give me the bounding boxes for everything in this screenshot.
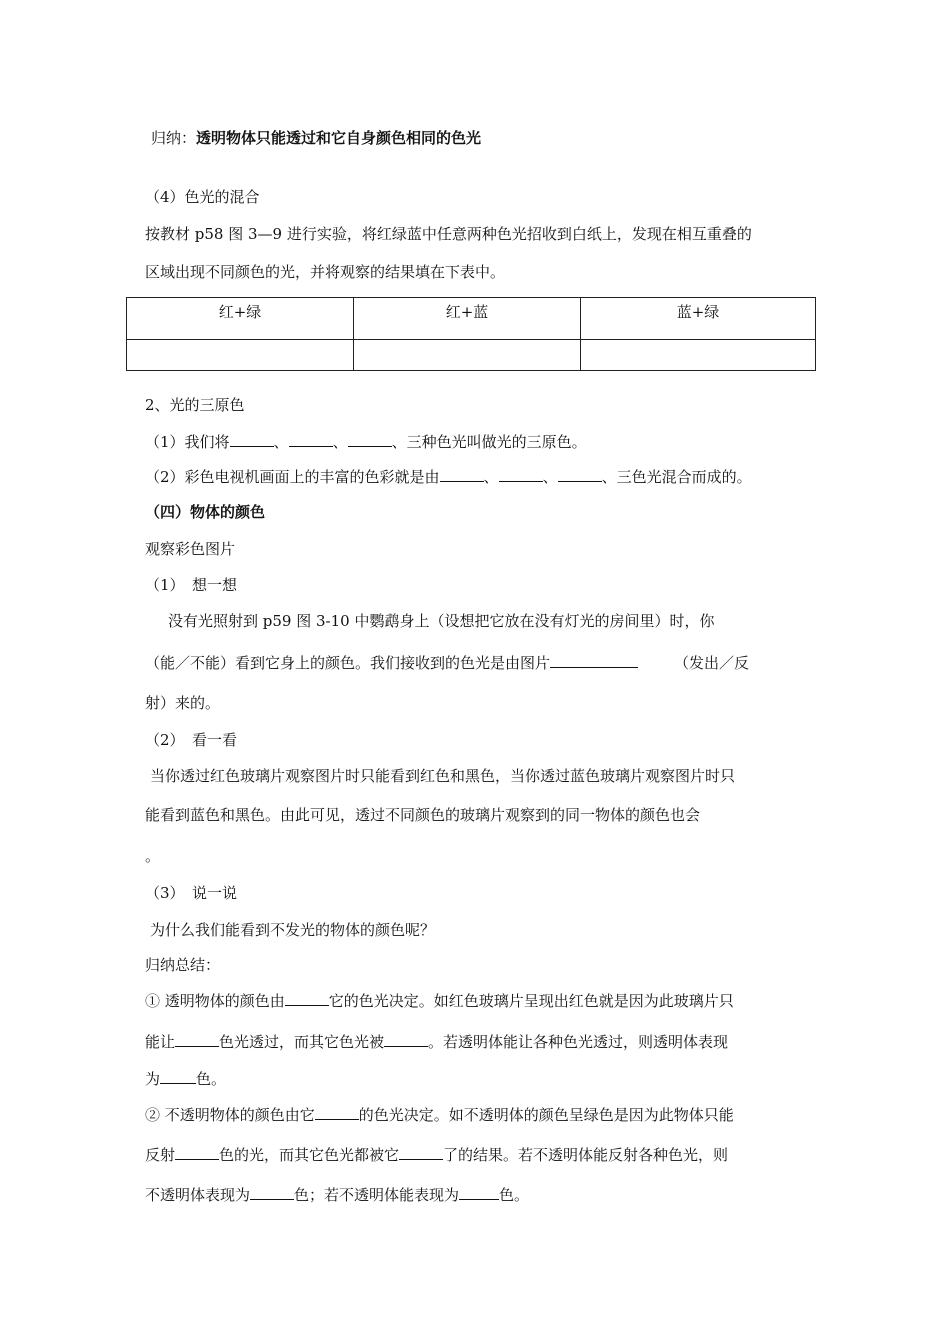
think-paragraph-2 [145,653,749,673]
q1-sep: 、 [273,433,289,451]
q2-sep: 、 [542,468,558,486]
c2-text: 能让 [145,1033,176,1051]
look-paragraph-1: 当你透过红色玻璃片观察图片时只能看到红色和黑色，当你透过蓝色玻璃片观察图片时只 [150,767,736,785]
blank[interactable] [250,1185,294,1200]
conclusion-2 [145,1032,728,1052]
think-paragraph-1: 没有光照射到 p59 图 3-10 中鹦鹉身上（设想把它放在没有灯光的房间里）时，你 [168,612,715,630]
q2-sep: 、 [483,468,499,486]
say-heading: （3） 说一说 [145,884,238,902]
c6-text-3: 色。 [499,1186,530,1204]
blank[interactable] [175,1032,219,1047]
blank[interactable] [348,432,392,447]
blank[interactable] [550,653,638,668]
blank[interactable] [399,1145,443,1160]
conclusion-5 [145,1145,728,1165]
blank[interactable] [315,1105,359,1120]
blank[interactable] [459,1185,499,1200]
mix-paragraph-1: 按教材 p58 图 3—9 进行实验，将红绿蓝中任意两种色光招收到白纸上，发现在相互重叠的 [145,225,752,243]
conclusion-4 [145,1105,734,1125]
primary-heading: 2、光的三原色 [145,396,245,414]
table-cell-red-blue[interactable] [354,340,581,371]
c1-text: ① 透明物体的颜色由 [145,992,285,1010]
mix-heading: （4）色光的混合 [145,188,260,206]
say-paragraph-1: 为什么我们能看到不发光的物体的颜色呢？ [150,921,436,939]
c4-text: ② 不透明物体的颜色由它 [145,1106,315,1124]
q2-end: 、三色光混合而成的。 [601,468,752,486]
look-paragraph-2: 能看到蓝色和黑色。由此可见，透过不同颜色的玻璃片观察到的同一物体的颜色也会 [145,806,701,824]
think-options: （发出／反 [674,654,750,672]
color-mix-table [126,297,816,371]
c1-text-2: 它的色光决定。如红色玻璃片呈现出红色就是因为此玻璃片只 [328,992,734,1010]
q1-sep: 、 [332,433,348,451]
think-heading: （1） 想一想 [145,576,238,594]
c5-text-3: 了的结果。若不透明体能反射各种色光，则 [443,1146,729,1164]
table-header-blue-green: 蓝+绿 [581,298,816,340]
c2-text-3: 。若透明体能让各种色光透过，则透明体表现 [428,1033,729,1051]
c5-text: 反射 [145,1146,176,1164]
table-header-red-green: 红+绿 [127,298,354,340]
look-paragraph-3: 。 [145,847,161,865]
c6-text-2: 色；若不透明体能表现为 [294,1186,460,1204]
blank[interactable] [289,432,333,447]
conclusion-3 [145,1069,226,1089]
c2-text-2: 色光透过，而其它色光被 [219,1033,385,1051]
c3-text: 为 [145,1070,161,1088]
mix-paragraph-2: 区域出现不同颜色的光，并将观察的结果填在下表中。 [145,263,506,281]
blank[interactable] [285,991,329,1006]
blank[interactable] [558,467,602,482]
table-cell-blue-green[interactable] [581,340,816,371]
think-text: （能／不能）看到它身上的颜色。我们接收到的色光是由图片 [145,654,551,672]
blank[interactable] [160,1069,196,1084]
c3-text-2: 色。 [196,1070,227,1088]
summary-line [151,128,481,148]
blank[interactable] [175,1145,219,1160]
primary-q1 [145,432,587,452]
summary-text: 透明物体只能透过和它自身颜色相同的色光 [196,129,482,147]
primary-q2 [145,467,752,487]
objects-heading: （四）物体的颜色 [145,503,266,521]
q1-end: 、三种色光叫做光的三原色。 [391,433,587,451]
conclusion-heading: 归纳总结： [145,956,221,974]
blank[interactable] [384,1032,428,1047]
c4-text-2: 的色光决定。如不透明体的颜色呈绿色是因为此物体只能 [358,1106,734,1124]
summary-label: 归纳： [151,129,197,147]
c5-text-2: 色的光，而其它色光都被它 [219,1146,400,1164]
blank[interactable] [230,432,274,447]
table-cell-red-green[interactable] [127,340,354,371]
blank[interactable] [499,467,543,482]
table-header-red-blue: 红+蓝 [354,298,581,340]
conclusion-1 [145,991,734,1011]
blank[interactable] [440,467,484,482]
conclusion-6 [145,1185,529,1205]
q1-text: （1）我们将 [145,433,230,451]
c6-text: 不透明体表现为 [145,1186,251,1204]
q2-text: （2）彩色电视机画面上的丰富的色彩就是由 [145,468,440,486]
think-paragraph-3: 射）来的。 [145,694,221,712]
observe-line: 观察彩色图片 [145,540,236,558]
look-heading: （2） 看一看 [145,731,238,749]
